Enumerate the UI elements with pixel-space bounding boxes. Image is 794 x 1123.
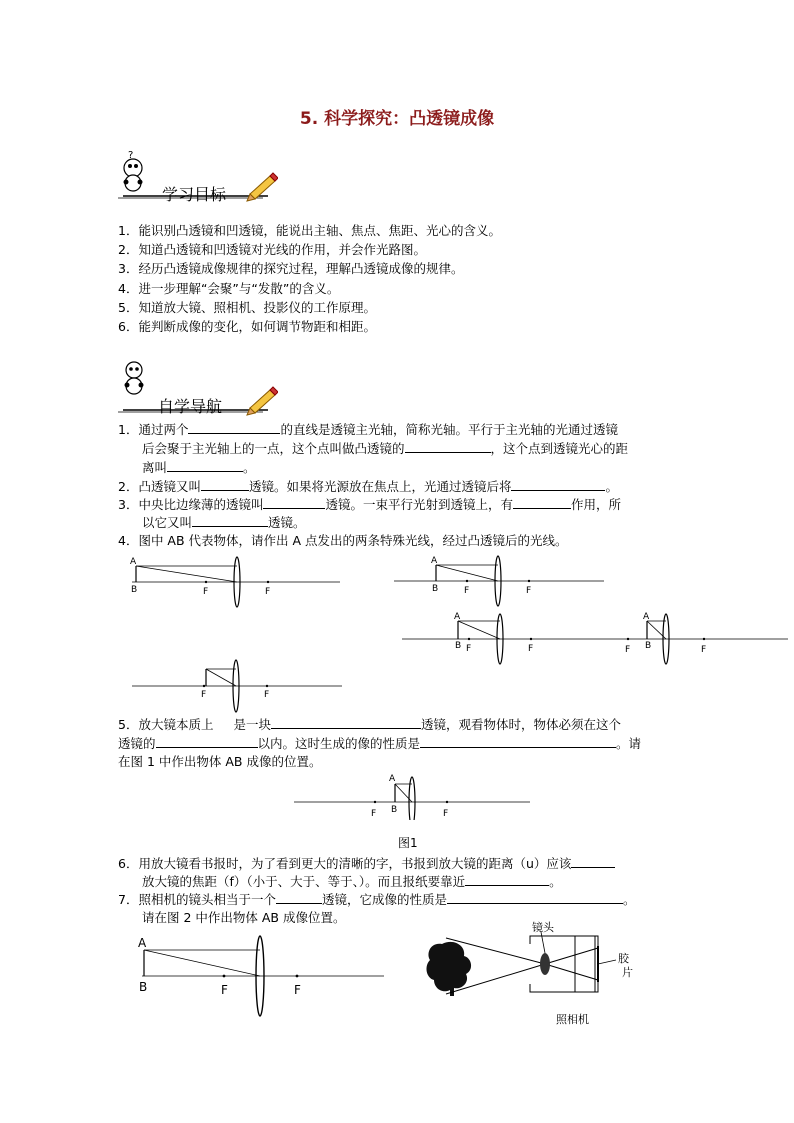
goal-item: 4．进一步理解“会聚”与“发散”的含义。 <box>118 281 340 296</box>
question-text: 透镜的 <box>118 736 156 751</box>
question-7-line-2: 请在图 2 中作出物体 AB 成像位置。 <box>142 910 346 925</box>
question-text: 以内。这时生成的像的性质是 <box>257 736 421 751</box>
answer-blank[interactable] <box>263 496 325 509</box>
camera-body <box>575 936 595 992</box>
answer-blank[interactable] <box>405 440 491 453</box>
label-F: F <box>528 644 534 654</box>
label-F: F <box>264 690 270 700</box>
answer-blank[interactable] <box>276 891 322 904</box>
pencil-icon <box>247 173 278 201</box>
tree-object-icon <box>427 942 472 996</box>
question-6-line-2 <box>142 873 562 891</box>
label-F: F <box>221 983 228 997</box>
question-text: 是一块 <box>233 717 271 732</box>
question-5-line-2 <box>118 735 641 753</box>
goal-item: 6．能判断成像的变化，如何调节物距和相距。 <box>118 319 376 334</box>
optics-diagram-1 <box>118 555 348 615</box>
label-A: A <box>431 556 438 566</box>
label-B: B <box>391 805 398 815</box>
answer-blank[interactable] <box>447 891 623 904</box>
answer-blank[interactable] <box>420 735 616 748</box>
section-heading: 自学导航 <box>158 397 223 416</box>
label-F: F <box>201 690 207 700</box>
lens-label: 镜头 <box>532 921 554 934</box>
question-text: 。 <box>605 479 618 494</box>
label-F: F <box>203 587 209 597</box>
goal-item: 1．能识别凸透镜和凹透镜，能说出主轴、焦点、焦距、光心的含义。 <box>118 223 501 238</box>
question-text: 作用，所 <box>570 497 621 512</box>
question-1-line-3 <box>142 459 256 477</box>
question-text: 以它又叫 <box>142 515 193 530</box>
question-1-line-2 <box>142 440 628 458</box>
question-text: 5．放大镜本质上 <box>118 717 214 732</box>
question-4: 4．图中 AB 代表物体，请作出 A 点发出的两条特殊光线，经过凸透镜后的光线。 <box>118 533 568 548</box>
question-text: 离叫 <box>142 460 168 475</box>
answer-blank[interactable] <box>192 514 268 527</box>
question-text: 。 <box>622 892 636 907</box>
camera-lens <box>540 953 550 975</box>
question-3-line-1 <box>118 496 621 514</box>
figure-1-diagram <box>292 770 534 820</box>
svg-text:?: ? <box>128 150 134 161</box>
optics-diagram-5 <box>134 932 388 1022</box>
label-F: F <box>464 586 470 596</box>
label-F: F <box>371 809 377 819</box>
answer-blank[interactable] <box>513 496 571 509</box>
section-header-selfstudy <box>118 358 278 418</box>
film-label: 胶 <box>618 952 629 965</box>
label-F: F <box>443 809 449 819</box>
question-text: 透镜，它成像的性质是 <box>321 892 447 907</box>
question-text: 后会聚于主光轴上的一点，这个点叫做凸透镜的 <box>142 441 405 456</box>
question-text: 。 <box>243 460 256 475</box>
question-text: 透镜，观看物体时，物体必须在这个 <box>420 717 621 732</box>
label-B: B <box>645 641 652 651</box>
question-text: 1．通过两个 <box>118 422 189 437</box>
optics-diagram-2 <box>392 550 608 610</box>
answer-blank[interactable] <box>156 735 258 748</box>
answer-blank[interactable] <box>201 478 249 491</box>
question-text: 透镜。 <box>268 515 306 530</box>
answer-blank[interactable] <box>511 478 605 491</box>
question-6-line-1 <box>118 855 615 873</box>
question-text: 6．用放大镜看书报时，为了看到更大的清晰的字，书报到放大镜的距离（u）应该 <box>118 856 572 871</box>
label-F: F <box>701 645 707 655</box>
question-text: 透镜。一束平行光射到透镜上，有 <box>325 497 513 512</box>
question-5-line-1 <box>118 716 621 734</box>
question-text: 放大镜的焦距（f）（小于、大于、等于、）。而且报纸要靠近 <box>142 874 466 889</box>
answer-blank[interactable] <box>271 716 421 729</box>
camera-label: 照相机 <box>556 1013 589 1026</box>
answer-blank[interactable] <box>465 873 549 886</box>
goal-item: 3．经历凸透镜成像规律的探究过程，理解凸透镜成像的规律。 <box>118 261 464 276</box>
label-A: A <box>138 936 147 950</box>
film-label: 片 <box>622 966 633 979</box>
question-text: 。请 <box>616 736 642 751</box>
label-B: B <box>432 584 439 594</box>
convex-lens <box>409 777 415 820</box>
question-text: 的直线是透镜主光轴，简称光轴。平行于主光轴的光通过透镜 <box>280 422 618 437</box>
question-1-line-1 <box>118 421 618 439</box>
goal-item: 5．知道放大镜、照相机、投影仪的工作原理。 <box>118 300 376 315</box>
label-A: A <box>130 557 137 567</box>
section-heading: 学习目标 <box>162 185 227 204</box>
question-text: 7．照相机的镜头相当于一个 <box>118 892 276 907</box>
question-text: 3．中央比边缘薄的透镜叫 <box>118 497 264 512</box>
section-header-goals <box>118 148 278 208</box>
question-2 <box>118 478 618 496</box>
question-text: 透镜。如果将光源放在焦点上，光通过透镜后将 <box>248 479 512 494</box>
label-F: F <box>265 587 271 597</box>
question-text: 。 <box>549 874 562 889</box>
question-7-line-1 <box>118 891 636 909</box>
label-F: F <box>625 645 631 655</box>
label-F: F <box>294 983 301 997</box>
label-F: F <box>466 644 472 654</box>
answer-blank[interactable] <box>167 459 243 472</box>
label-B: B <box>455 641 462 651</box>
goal-item: 2．知道凸透镜和凹透镜对光线的作用，并会作光路图。 <box>118 242 426 257</box>
question-text: 2．凸透镜又叫 <box>118 479 201 494</box>
question-text: ，这个点到透镜光心的距 <box>490 441 629 456</box>
label-A: A <box>454 612 461 622</box>
page-title: 5. 科学探究：凸透镜成像 <box>299 109 495 129</box>
label-F: F <box>526 586 532 596</box>
label-B: B <box>131 585 138 595</box>
optics-diagram-3 <box>400 608 790 666</box>
camera-diagram <box>420 918 640 1030</box>
label-B: B <box>139 980 148 994</box>
question-3-line-2 <box>142 514 306 532</box>
label-A: A <box>643 612 650 622</box>
optics-diagram-4 <box>130 657 346 715</box>
answer-blank[interactable] <box>188 421 280 434</box>
figure-1-caption: 图1 <box>398 836 418 850</box>
question-5-line-3: 在图 1 中作出物体 AB 成像的位置。 <box>118 754 322 769</box>
pencil-icon <box>247 387 278 415</box>
answer-blank[interactable] <box>571 855 615 868</box>
label-A: A <box>389 774 396 784</box>
